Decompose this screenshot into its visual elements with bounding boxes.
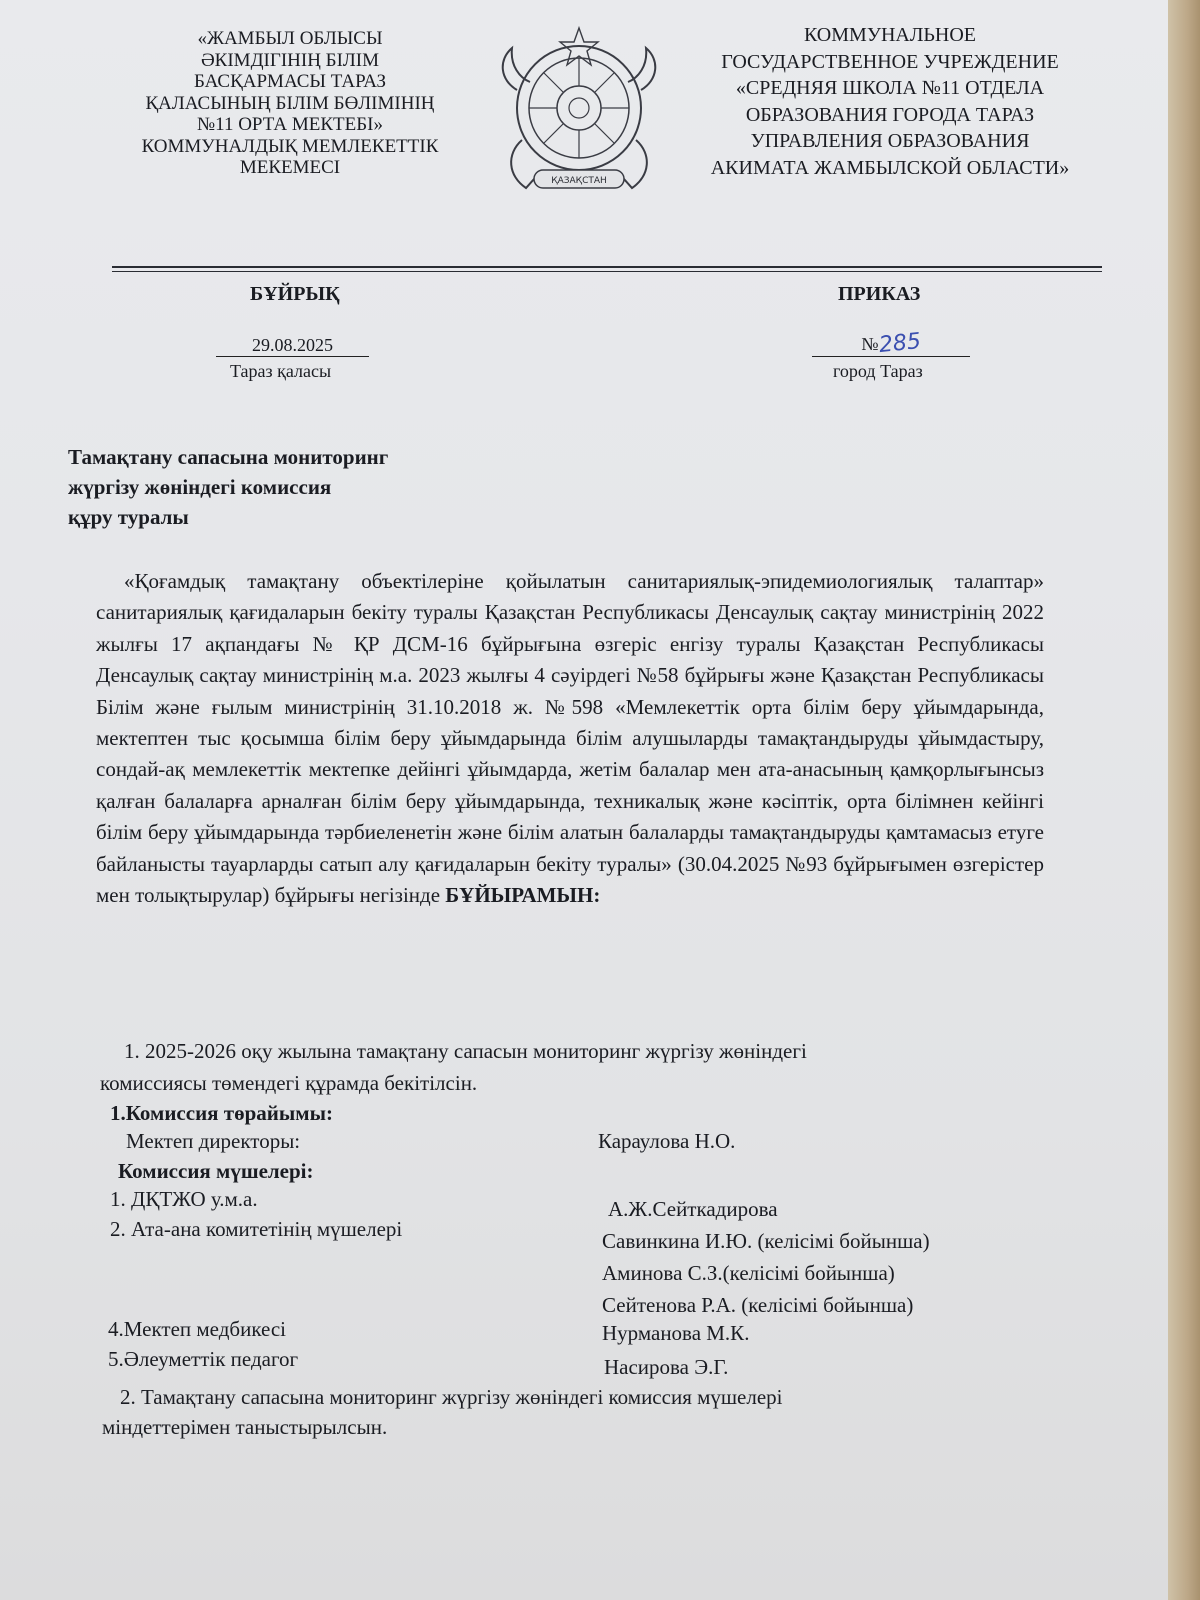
member-name: Аминова С.З.(келісімі бойынша) bbox=[602, 1261, 895, 1285]
header-ru-line: ГОСУДАРСТВЕННОЕ УЧРЕЖДЕНИЕ bbox=[721, 50, 1059, 73]
order-title-ru: ПРИКАЗ bbox=[838, 283, 921, 305]
number-prefix: № bbox=[861, 334, 879, 354]
header-kz-line: КОММУНАЛДЫҚ МЕМЛЕКЕТТІК bbox=[141, 135, 439, 157]
desk-background bbox=[1168, 0, 1200, 1600]
header-divider-thin bbox=[112, 271, 1102, 272]
header-divider bbox=[112, 266, 1102, 268]
subject-line: Тамақтану сапасына мониторинг bbox=[68, 445, 389, 469]
emblem-ribbon-text: ҚАЗАҚСТАН bbox=[551, 176, 607, 186]
header-kz-line: ӘКІМДІГІНІҢ БІЛІМ bbox=[200, 49, 380, 71]
item2-line: міндеттерімен таныстырылсын. bbox=[102, 1415, 388, 1439]
place-kz: Тараз қаласы bbox=[230, 361, 332, 381]
member-name: А.Ж.Сейткадирова bbox=[608, 1197, 778, 1221]
item1-line: комиссиясы төмендегі құрамда бекітілсін. bbox=[100, 1071, 478, 1095]
header-ru-line: АКИМАТА ЖАМБЫЛСКОЙ ОБЛАСТИ» bbox=[710, 156, 1070, 179]
member-role: 4.Мектеп медбикесі bbox=[108, 1317, 286, 1341]
header-ru-line: «СРЕДНЯЯ ШКОЛА №11 ОТДЕЛА bbox=[735, 77, 1045, 99]
order-number bbox=[812, 328, 970, 359]
member-name: Насирова Э.Г. bbox=[604, 1355, 729, 1379]
item2-line: 2. Тамақтану сапасына мониторинг жүргізу жөніндегі комиссия мүшелері bbox=[120, 1385, 783, 1409]
chair-heading: 1.Комиссия төрайымы: bbox=[110, 1101, 333, 1125]
members-heading: Комиссия мүшелері: bbox=[118, 1159, 314, 1183]
item1-line: 1. 2025-2026 оқу жылына тамақтану сапасын мониторинг жүргізу жөніндегі bbox=[124, 1039, 807, 1063]
basis-word: негізінде bbox=[359, 883, 441, 908]
header-kazakh bbox=[110, 28, 470, 179]
header-kz-line: БАСҚАРМАСЫ ТАРАЗ bbox=[193, 71, 386, 92]
order-title-kz: БҰЙРЫҚ bbox=[250, 283, 340, 305]
preamble-paragraph bbox=[96, 566, 1044, 911]
member-role: 5.Әлеуметтік педагог bbox=[108, 1347, 299, 1371]
member-role: 1. ДҚТЖО у.м.а. bbox=[110, 1187, 258, 1211]
order-date: 29.08.2025 bbox=[216, 334, 369, 357]
member-name: Нурманова М.К. bbox=[602, 1321, 750, 1345]
header-kz-line: №11 ОРТА МЕКТЕБІ» bbox=[197, 114, 383, 135]
member-name: Сейтенова Р.А. (келісімі бойынша) bbox=[602, 1293, 914, 1317]
header-ru-line: КОММУНАЛЬНОЕ bbox=[803, 24, 977, 46]
header-kz-line: «ЖАМБЫЛ ОБЛЫСЫ bbox=[197, 28, 383, 49]
header-kz-line: ҚАЛАСЫНЫҢ БІЛІМ БӨЛІМІНІҢ bbox=[145, 92, 435, 114]
header-ru-line: УПРАВЛЕНИЯ ОБРАЗОВАНИЯ bbox=[750, 130, 1030, 152]
subject-line: жүргізу жөніндегі комиссия bbox=[68, 475, 332, 499]
member-name: Савинкина И.Ю. (келісімі бойынша) bbox=[602, 1229, 930, 1253]
handwritten-number: 285 bbox=[877, 328, 922, 359]
chair-role: Мектеп директоры: bbox=[126, 1129, 301, 1153]
header-russian bbox=[680, 22, 1100, 181]
order-word: БҰЙЫРАМЫН: bbox=[445, 883, 601, 908]
header-kz-line: МЕКЕМЕСІ bbox=[239, 157, 341, 178]
preamble-text: «Қоғамдық тамақтану объектілеріне қойылатын санитариялық-эпидемиологиялық талаптар» санитариялық қағидаларын бекіту туралы Қазақстан Республикасы Денсаулық сақтау министрінің 2022 жылғы 17 ақпандағы № ҚР ДСМ-16 бұйрығына өзгеріс енгізу туралы Қазақстан Республикасы Денсаулық сақтау министрінің м.а. 2023 жылғы 4 сәуірдегі №58 бұйрығы және Қазақстан Республикасы Білім және ғылым министрінің 31.10.2018 ж. №598 «Мемлекеттік орта білім беру ұйымдарында, мектептен тыс қосымша білім беру ұйымдарында білім алушыларды тамақтандыруды ұйымдастыру, сондай-ақ мемлекеттік мектепке дейінгі ұйымдарда, жетім балалар мен ата-анасының қамқорлығынсыз қалған балаларға арналған білім беру ұйымдарында, техникалық және кәсіптік, орта білімнен кейінгі білім беру ұйымдарында тәрбиеленетін және білім алатын балаларды тамақтандыруды қамтамасыз етуге байланысты тауарларды сатып алу қағидаларын бекіту туралы» (30.04.2025 №93 бұйрығымен өзгерістер мен толықтырулар) бұйрығы bbox=[96, 569, 1044, 908]
state-emblem-icon bbox=[492, 20, 666, 206]
order-subject bbox=[68, 442, 528, 532]
subject-line: құру туралы bbox=[68, 505, 189, 529]
place-ru: город Тараз bbox=[833, 361, 923, 381]
member-role: 2. Ата-ана комитетінің мүшелері bbox=[110, 1217, 403, 1241]
header-ru-line: ОБРАЗОВАНИЯ ГОРОДА ТАРАЗ bbox=[745, 103, 1035, 126]
chair-name: Караулова Н.О. bbox=[598, 1129, 736, 1153]
